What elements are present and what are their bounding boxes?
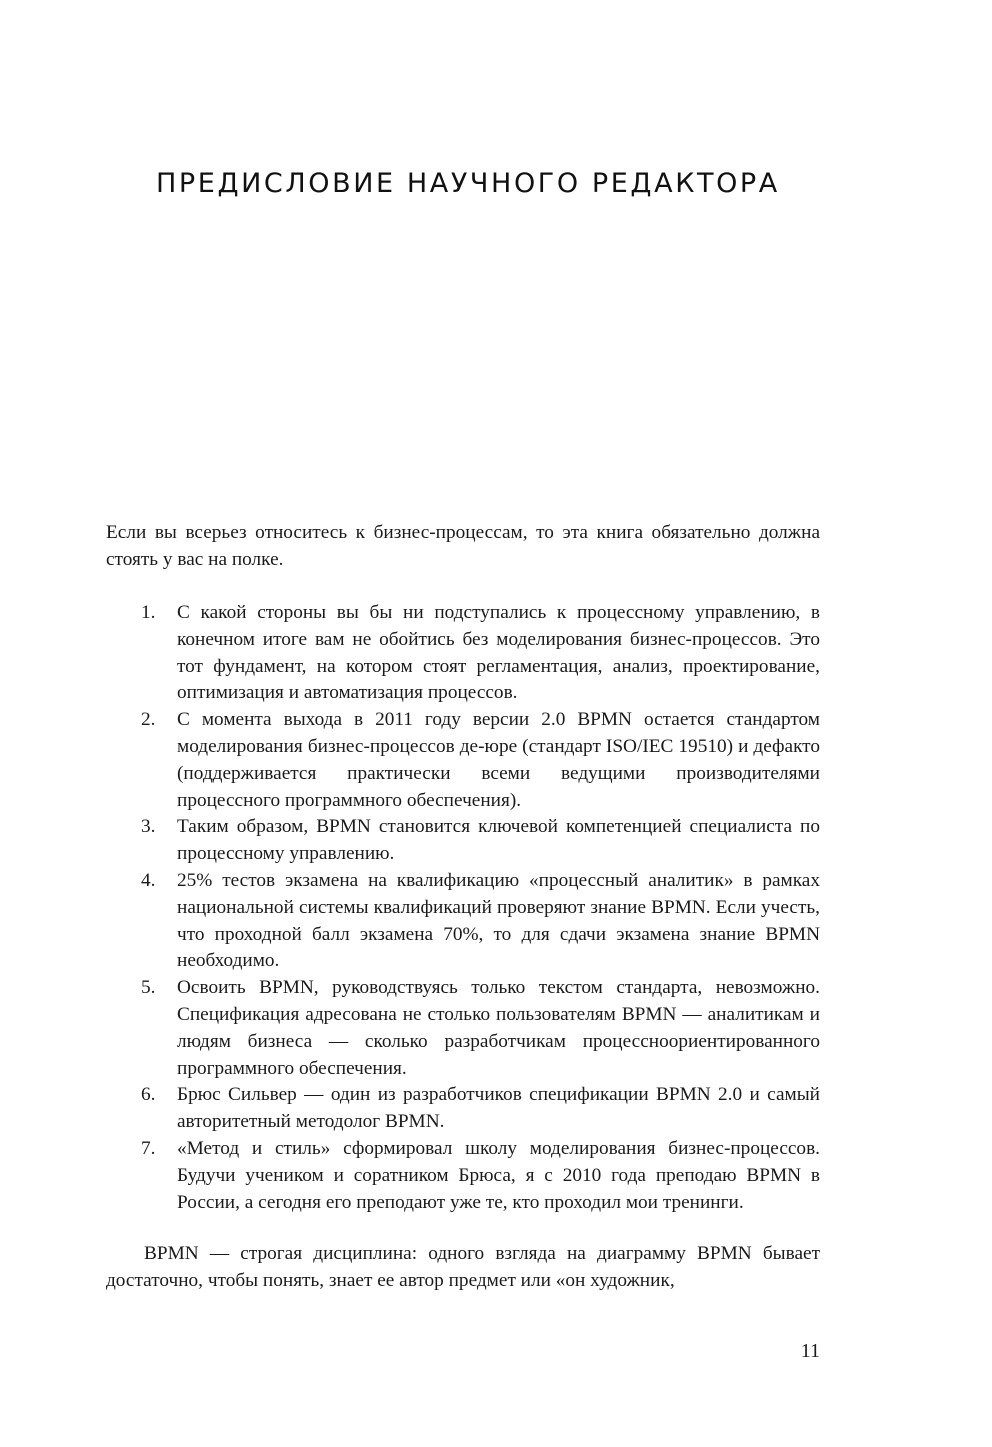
list-item-number: 4.	[141, 869, 156, 891]
list-item-text: Освоить BPMN, руководствуясь только текстом стандарта, невозможно. Спецификация адресована не столько пользователям BPMN — аналитикам и людям бизнеса — сколько разработчикам процессноориентированного программного обеспечения.	[177, 977, 820, 1079]
closing-paragraph: BPMN — строгая дисциплина: одного взгляда на диаграмму BPMN бывает достаточно, чтобы понять, знает ее автор предмет или «он художник,	[106, 1243, 820, 1291]
list-item-text: С момента выхода в 2011 году версии 2.0 BPMN остается стандартом моделирования бизнес-процессов де-юре (стандарт ISO/IEC 19510) и дефакто (поддерживается практически всеми ведущими производителями процессного программного обеспечения).	[177, 709, 820, 811]
list-item-6	[106, 1082, 820, 1136]
list-item-5	[106, 975, 820, 1082]
numbered-list	[106, 600, 820, 1216]
list-item-number: 3.	[141, 816, 156, 838]
list-item-text: С какой стороны вы бы ни подступались к процессному управлению, в конечном итоге вам не обойтись без моделирования бизнес-процессов. Это тот фундамент, на котором стоят регламентация, анализ, проектирование, оптимизация и автоматизация процессов.	[177, 602, 820, 704]
list-item-4	[106, 868, 820, 975]
intro-paragraph: Если вы всерьез относитесь к бизнес-процессам, то эта книга обязательно должна стоять у вас на полке.	[106, 522, 820, 570]
list-item-number: 7.	[141, 1137, 156, 1159]
list-item-3	[106, 814, 820, 868]
list-item-1	[106, 600, 820, 707]
list-item-text: Брюс Сильвер — один из разработчиков спецификации BPMN 2.0 и самый авторитетный методолог BPMN.	[177, 1084, 820, 1133]
list-item-number: 6.	[141, 1084, 156, 1106]
list-item-number: 2.	[141, 709, 156, 731]
list-item-text: 25% тестов экзамена на квалификацию «процессный аналитик» в рамках национальной системы квалификаций проверяют знание BPMN. Если учесть, что проходной балл экзамена 70%, то для сдачи экзамена знание BPMN необходимо.	[177, 869, 820, 972]
list-item-text: Таким образом, BPMN становится ключевой компетенцией специалиста по процессному управлению.	[177, 816, 820, 865]
list-item-7	[106, 1136, 820, 1216]
intro-block	[106, 520, 820, 574]
page-number: 11	[800, 1340, 820, 1362]
list-item-number: 1.	[141, 602, 156, 623]
chapter-title: ПРЕДИСЛОВИЕ НАУЧНОГО РЕДАКТОРА	[156, 168, 780, 199]
list-item-text: «Метод и стиль» сформировал школу моделирования бизнес-процессов. Будучи учеником и соратником Брюса, я с 2010 года преподаю BPMN в России, а сегодня его преподают уже те, кто проходил мои тренинги.	[177, 1137, 820, 1213]
closing-block	[106, 1241, 820, 1295]
list-item-number: 5.	[141, 977, 156, 999]
list-item-2	[106, 707, 820, 814]
